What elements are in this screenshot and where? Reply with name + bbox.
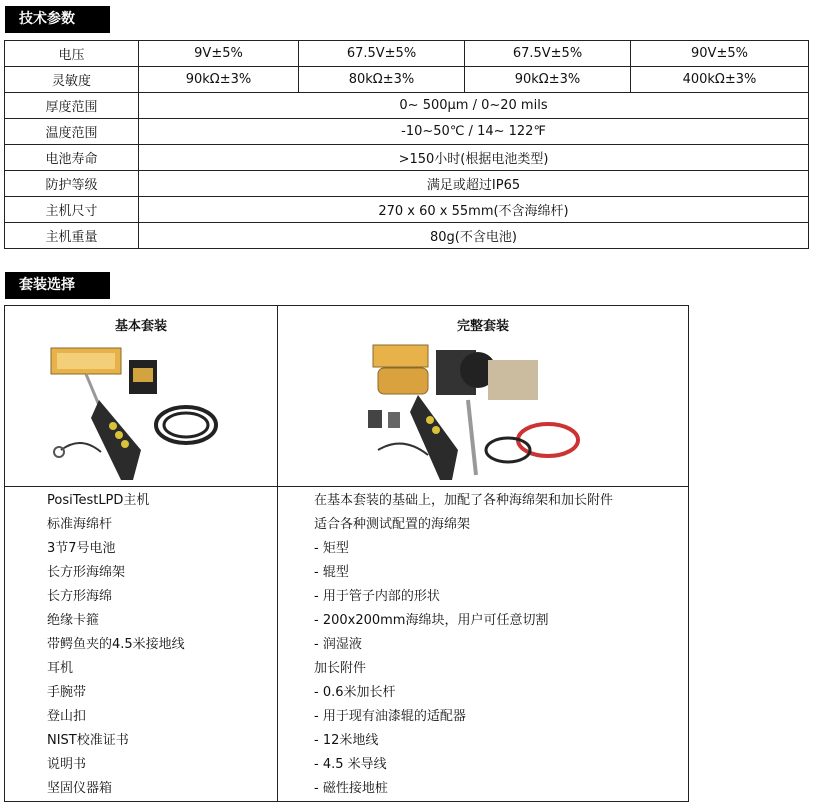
list-item: 加长附件 (314, 661, 367, 676)
tech-params-title: 技术参数 (5, 6, 110, 33)
spec-value: 67.5V±5% (465, 41, 631, 67)
spec-value: 0~ 500μm / 0~20 mils (139, 93, 809, 119)
list-item: 带鳄鱼夹的4.5米接地线 (47, 637, 185, 652)
spec-value: 400kΩ±3% (631, 67, 809, 93)
list-item: - 用于现有油漆辊的适配器 (314, 709, 466, 724)
spec-row-sensitivity (5, 67, 809, 93)
basic-kit-cell (5, 306, 278, 487)
spec-value: 270 x 60 x 55mm(不含海绵杆) (139, 197, 809, 223)
spec-label: 电池寿命 (5, 145, 139, 171)
spec-value: 67.5V±5% (299, 41, 465, 67)
spec-row-battery (5, 145, 809, 171)
list-item: 说明书 (47, 757, 87, 772)
spec-value: >150小时(根据电池类型) (139, 145, 809, 171)
basic-kit-title: 基本套装 (114, 319, 167, 334)
list-item: PosiTestLPD主机 (47, 493, 150, 508)
list-item: 长方形海绵架 (47, 565, 126, 580)
list-item: 3节7号电池 (47, 541, 116, 556)
spec-value: -10~50℃ / 14~ 122℉ (139, 119, 809, 145)
spec-value: 80g(不含电池) (139, 223, 809, 249)
spec-row-weight (5, 223, 809, 249)
spec-value: 90kΩ±3% (139, 67, 299, 93)
list-item: 登山扣 (47, 709, 87, 724)
spec-row-voltage (5, 41, 809, 67)
spec-row-temperature (5, 119, 809, 145)
list-item: 适合各种测试配置的海绵架 (314, 517, 471, 532)
spec-value: 90V±5% (631, 41, 809, 67)
spec-label: 厚度范围 (5, 93, 139, 119)
basic-kit-list (5, 487, 277, 801)
spec-label: 主机尺寸 (5, 197, 139, 223)
kit-selection-title: 套装选择 (5, 272, 110, 299)
complete-kit-list (278, 487, 688, 801)
list-item: 手腕带 (47, 685, 87, 700)
complete-kit-cell (278, 306, 689, 487)
basic-kit-list-cell (5, 487, 278, 802)
spec-table (4, 40, 809, 249)
spec-value: 9V±5% (139, 41, 299, 67)
list-item: 耳机 (47, 661, 74, 676)
spec-row-size (5, 197, 809, 223)
spec-value: 90kΩ±3% (465, 67, 631, 93)
spec-row-thickness (5, 93, 809, 119)
list-item: 在基本套装的基础上，加配了各种海绵架和加长附件 (314, 493, 614, 508)
complete-kit-photo (348, 340, 618, 485)
list-item: NIST校准证书 (47, 733, 129, 748)
list-item: 坚固仪器箱 (47, 781, 113, 796)
list-item: - 0.6米加长杆 (314, 685, 396, 700)
list-item: - 矩型 (314, 541, 349, 556)
spec-label: 主机重量 (5, 223, 139, 249)
list-item: - 辊型 (314, 565, 349, 580)
complete-kit-list-cell (278, 487, 689, 802)
list-item: 长方形海绵 (47, 589, 113, 604)
basic-kit-photo (41, 340, 241, 485)
spec-label: 温度范围 (5, 119, 139, 145)
spec-value: 满足或超过IP65 (139, 171, 809, 197)
spec-label: 防护等级 (5, 171, 139, 197)
list-item: - 4.5 米导线 (314, 757, 387, 772)
list-item: - 200x200mm海绵块，用户可任意切割 (314, 613, 549, 628)
spec-label: 电压 (5, 41, 139, 67)
list-item: - 润湿液 (314, 637, 362, 652)
kit-table (4, 305, 689, 802)
list-item: 绝缘卡箍 (47, 613, 100, 628)
spec-label: 灵敏度 (5, 67, 139, 93)
complete-kit-title: 完整套装 (456, 319, 509, 334)
list-item: - 磁性接地桩 (314, 781, 388, 796)
list-item: - 12米地线 (314, 733, 379, 748)
list-item: - 用于管子内部的形状 (314, 589, 440, 604)
spec-row-protection (5, 171, 809, 197)
list-item: 标准海绵杆 (47, 517, 113, 532)
spec-value: 80kΩ±3% (299, 67, 465, 93)
